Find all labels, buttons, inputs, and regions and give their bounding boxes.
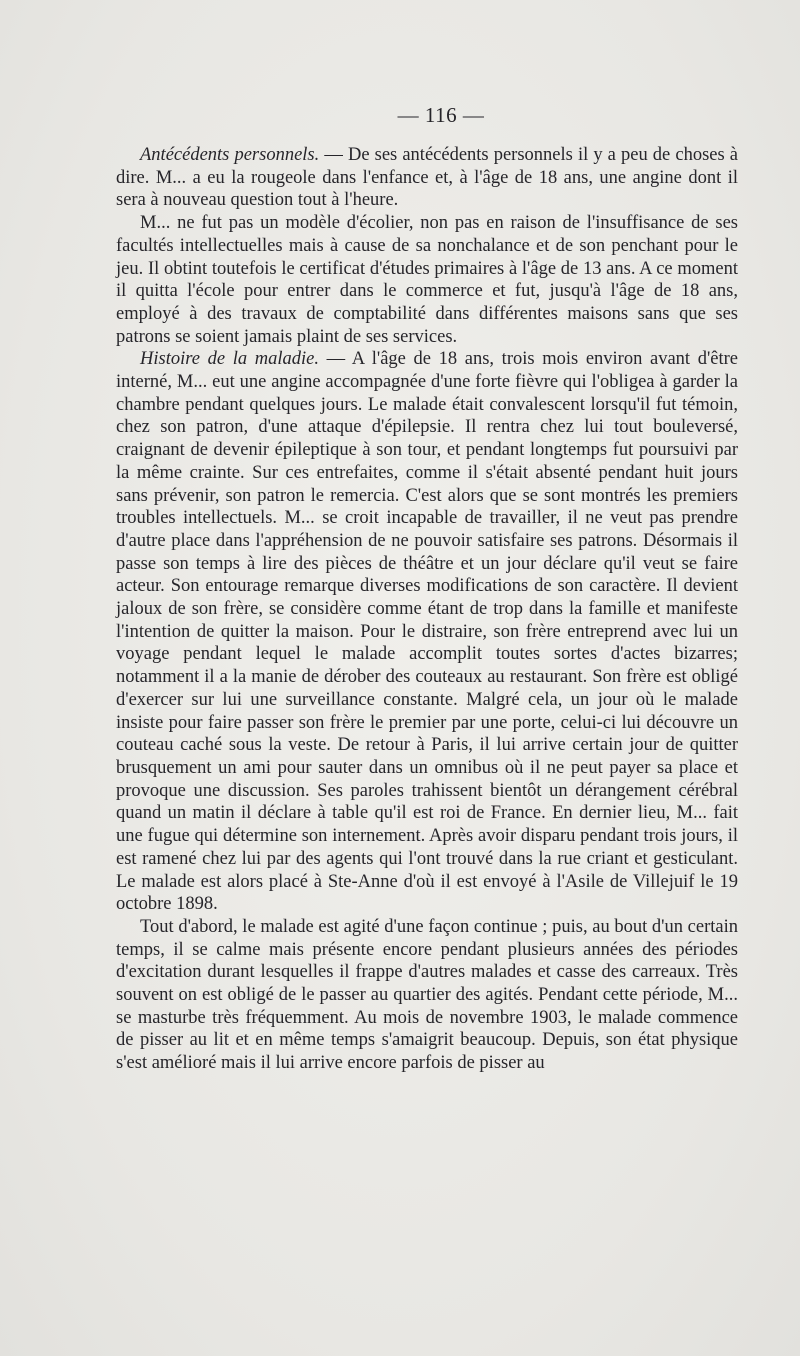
paragraph-text: M... ne fut pas un modèle d'écolier, non pas en raison de l'insuffisance de ses facultés intellectuelles mais à cause de sa nonchalance et de son penchant pour le jeu. Il obtint toutefois le certificat d'études primaires à l'âge de 13 ans. A ce moment il quitta l'école pour entrer dans le commerce et fut, jusqu'à l'âge de 18 ans, employé à des travaux de comptabilité dans différentes maisons sans que ses patrons se soient jamais plaint de ses services. bbox=[116, 213, 738, 347]
body-text bbox=[116, 144, 738, 1075]
section-heading-histoire: Histoire de la maladie. bbox=[140, 349, 319, 370]
paragraph-evolution bbox=[116, 916, 738, 1075]
page-number: — 116 — bbox=[397, 103, 485, 127]
paragraph-text: Tout d'abord, le malade est agité d'une façon continue ; puis, au bout d'un certain temps, il se calme mais présente encore pendant plusieurs années des périodes d'excitation durant lesquelles il frappe d'autres malades et casse des carreaux. Très souvent on est obligé de le passer au quartier des agités. Pendant cette période, M... se masturbe très fréquemment. Au mois de novembre 1903, le malade commence de pisser au lit et en même temps s'amaigrit beaucoup. Depuis, son état physique s'est amélioré mais il lui arrive encore parfois de pisser au bbox=[116, 916, 738, 1074]
paragraph-text: — A l'âge de 18 ans, trois mois environ avant d'être interné, M... eut une angine accompagnée d'une forte fièvre qui l'obligea à garder la chambre pendant quelques jours. Le malade était convalescent lorsqu'il fut témoin, chez son patron, d'une attaque d'épilepsie. Il rentra chez lui tout bouleversé, craignant de devenir épileptique à son tour, et pendant longtemps fut poursuivi par la même crainte. Sur ces entrefaites, comme il s'était absenté pendant huit jours sans prévenir, son patron le remercia. C'est alors que se sont montrés les premiers troubles intellectuels. M... se croit incapable de travailler, il ne veut pas prendre d'autre place dans l'appréhension de ne pouvoir satisfaire ses patrons. Désormais il passe son temps à lire des pièces de théâtre et un jour déclare qu'il veut se faire acteur. Son entourage remarque diverses modifications de son caractère. Il devient jaloux de son frère, se considère comme étant de trop dans la famille et manifeste l'intention de quitter la maison. Pour le distraire, son frère entreprend avec lui un voyage pendant lequel le malade accomplit toutes sortes d'actes bizarres; notamment il a la manie de dérober des couteaux au restaurant. Son frère est obligé d'exercer sur lui une surveillance constante. Malgré cela, un jour où le malade insiste pour faire passer son frère le premier par une porte, celui-ci lui découvre un couteau caché sous la veste. De retour à Paris, il lui arrive certain jour de quitter brusquement un ami pour sauter dans un omnibus où il ne peut payer sa place et provoque une discussion. Ses paroles trahissent bientôt un dérangement cérébral quand un matin il déclare à table qu'il est roi de France. En dernier lieu, M... fait une fugue qui détermine son internement. Après avoir disparu pendant trois jours, il est ramené chez lui par des agents qui l'ont trouvé dans la rue criant et gesticulant. Le malade est alors placé à Ste-Anne d'où il est envoyé à l'Asile de Villejuif le 19 octobre 1898. bbox=[116, 349, 739, 915]
paragraph-schooling bbox=[116, 212, 738, 348]
section-heading-antecedents: Antécédents personnels. bbox=[140, 145, 320, 165]
paragraph-histoire bbox=[116, 348, 738, 916]
paragraph-antecedents bbox=[116, 144, 738, 212]
paragraph-text: — De ses antécédents personnels il y a peu de choses à dire. M... a eu la rougeole dans l'enfance et, à l'âge de 18 ans, une angine dont il sera à nouveau question tout à l'heure. bbox=[116, 145, 738, 211]
